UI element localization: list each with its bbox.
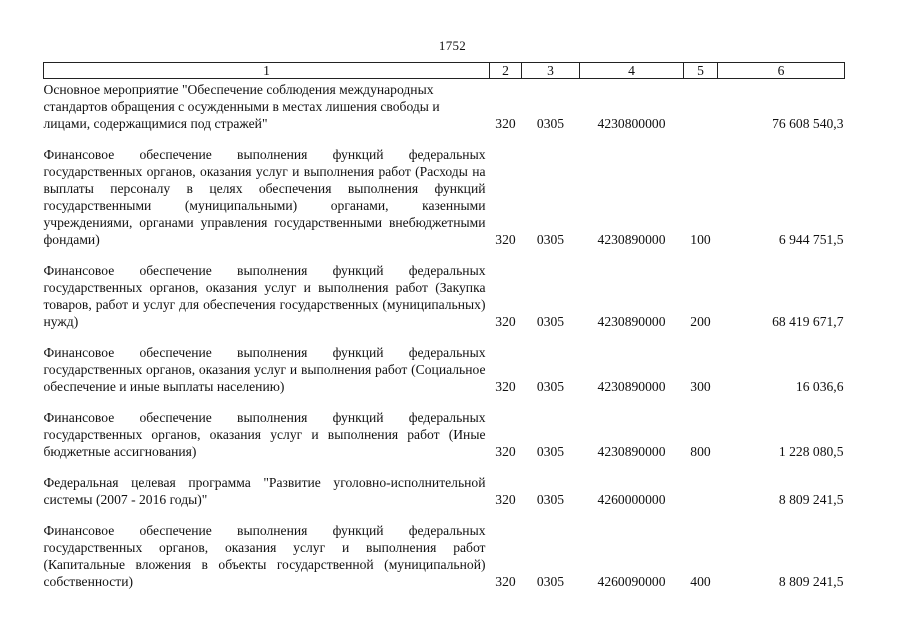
row-col-3: 0305 [536, 379, 565, 394]
row-amount: 76 608 540,3 [772, 116, 844, 131]
header-col-6: 6 [718, 63, 845, 79]
row-description: Финансовое обеспечение выполнения функций федеральных государственных органов, оказания услуг и выполнения работ (Социальное обеспечение и иные выплаты населению) [43, 345, 486, 394]
row-col-2: 320 [495, 232, 516, 247]
row-amount: 1 228 080,5 [778, 444, 844, 459]
table-row [44, 132, 845, 248]
row-col-3: 0305 [536, 492, 565, 507]
table-row [44, 79, 845, 133]
row-col-2: 320 [495, 444, 516, 459]
row-col-5: 100 [690, 232, 711, 247]
row-col-4: 4260000000 [597, 492, 666, 507]
row-col-3: 0305 [536, 444, 565, 459]
row-col-2: 320 [495, 574, 516, 589]
budget-table [43, 62, 845, 590]
row-col-5: 200 [690, 314, 711, 329]
row-col-4: 4260090000 [597, 574, 666, 589]
table-header-row [44, 63, 845, 79]
row-amount: 68 419 671,7 [772, 314, 844, 329]
row-amount: 8 809 241,5 [778, 574, 844, 589]
header-col-2: 2 [490, 63, 522, 79]
row-col-5: 300 [690, 379, 711, 394]
row-description: Основное мероприятие "Обеспечение соблюдения международных стандартов обращения с осужденными в местах лишения свободы и лицами, содержащимися под стражей" [43, 82, 440, 131]
row-description: Финансовое обеспечение выполнения функций федеральных государственных органов, оказания услуг и выполнения работ (Капитальные вложения в объекты государственной (муниципальной) собственности) [43, 523, 486, 589]
table-row [44, 248, 845, 330]
row-description: Финансовое обеспечение выполнения функций федеральных государственных органов, оказания услуг и выполнения работ (Закупка товаров, работ и услуг для обеспечения государственных (муниципальных) нужд) [43, 263, 486, 329]
table-row [44, 460, 845, 508]
row-col-4: 4230890000 [597, 232, 666, 247]
header-col-1: 1 [44, 63, 490, 79]
row-amount: 6 944 751,5 [778, 232, 844, 247]
row-col-4: 4230890000 [597, 444, 666, 459]
header-col-4: 4 [580, 63, 684, 79]
row-col-3: 0305 [536, 574, 565, 589]
table-row [44, 508, 845, 590]
row-col-5 [684, 79, 718, 133]
row-col-3: 0305 [536, 232, 565, 247]
row-col-2: 320 [495, 314, 516, 329]
row-description: Финансовое обеспечение выполнения функций федеральных государственных органов, оказания услуг и выполнения работ (Расходы на выплаты персоналу в целях обеспечения выполнения функций государственными (муниципальными) органами, казенными учреждениями, органами управления государственными внебюджетными фондами) [43, 147, 486, 247]
row-col-2: 320 [495, 492, 516, 507]
row-description: Финансовое обеспечение выполнения функций федеральных государственных органов, оказания услуг и выполнения работ (Иные бюджетные ассигнования) [43, 410, 486, 459]
table-row [44, 330, 845, 395]
row-col-5: 800 [690, 444, 711, 459]
header-col-3: 3 [522, 63, 580, 79]
page-number: 1752 [438, 38, 467, 53]
row-col-5: 400 [690, 574, 711, 589]
row-col-3: 0305 [536, 116, 565, 131]
row-col-4: 4230890000 [597, 314, 666, 329]
row-col-5 [684, 460, 718, 508]
row-col-3: 0305 [536, 314, 565, 329]
row-col-4: 4230800000 [597, 116, 666, 131]
row-col-2: 320 [495, 116, 516, 131]
row-description: Федеральная целевая программа "Развитие уголовно-исполнительной системы (2007 - 2016 годы)" [43, 475, 486, 507]
row-col-2: 320 [495, 379, 516, 394]
row-col-4: 4230890000 [597, 379, 666, 394]
header-col-5: 5 [684, 63, 718, 79]
table-row [44, 395, 845, 460]
row-amount: 16 036,6 [795, 379, 844, 394]
row-amount: 8 809 241,5 [778, 492, 844, 507]
